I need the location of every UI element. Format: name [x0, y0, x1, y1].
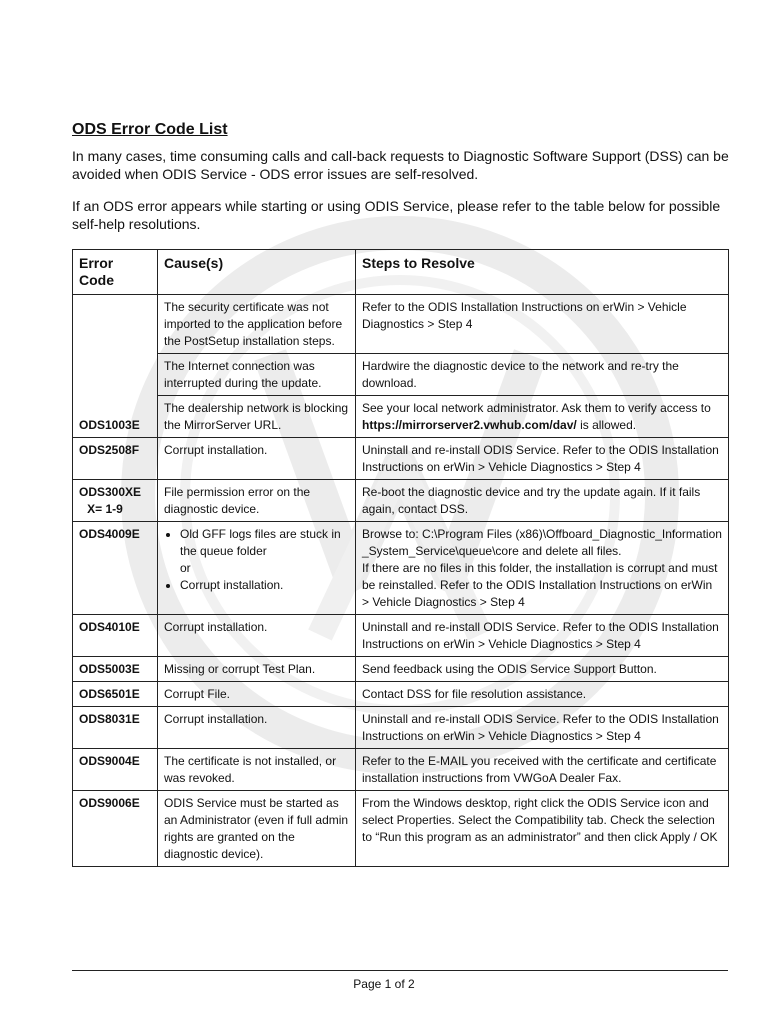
error-code-cell: ODS2508F [73, 438, 158, 480]
mirror-server-url: https://mirrorserver2.vwhub.com/dav/ [362, 418, 577, 432]
table-row [73, 295, 729, 354]
cause-cell: The security certificate was not imported to the application before the PostSetup installation steps. [158, 295, 356, 354]
error-code-range: X= 1-9 [87, 502, 123, 516]
table-row [73, 682, 729, 707]
cause-cell: Corrupt installation. [158, 438, 356, 480]
cause-cell: The Internet connection was interrupted during the update. [158, 354, 356, 396]
error-code-cell: ODS1003E [73, 295, 158, 438]
steps-cell: Uninstall and re-install ODIS Service. Refer to the ODIS Installation Instructions on erWin > Vehicle Diagnostics > Step 4 [356, 707, 729, 749]
cause-bullet: • Old GFF logs files are stuck in the queue folder [180, 526, 349, 560]
cause-cell: The certificate is not installed, or was revoked. [158, 749, 356, 791]
steps-cell: Send feedback using the ODIS Service Support Button. [356, 657, 729, 682]
error-code: ODS300XE [79, 485, 142, 499]
error-code-cell: ODS4010E [73, 615, 158, 657]
error-code-cell: ODS8031E [73, 707, 158, 749]
table-row [73, 707, 729, 749]
table-row [73, 522, 729, 615]
steps-cell [356, 522, 729, 615]
error-code-cell [73, 480, 158, 522]
error-code-cell: ODS9004E [73, 749, 158, 791]
cause-cell: The dealership network is blocking the MirrorServer URL. [158, 396, 356, 438]
table-header-row [73, 250, 729, 295]
cause-or: or [180, 561, 191, 575]
error-code-cell: ODS6501E [73, 682, 158, 707]
cause-cell: File permission error on the diagnostic device. [158, 480, 356, 522]
table-row [73, 615, 729, 657]
intro-paragraph-1: In many cases, time consuming calls and call-back requests to Diagnostic Software Support (DSS) can be avoided when ODIS Service - ODS error issues are self-resolved. [72, 148, 729, 182]
error-code-table [72, 249, 729, 867]
header-steps: Steps to Resolve [356, 250, 729, 295]
steps-cell: Refer to the E-MAIL you received with the certificate and certificate installation instructions from VWGoA Dealer Fax. [356, 749, 729, 791]
page-number: Page 1 of 2 [353, 977, 415, 991]
steps-text: Browse to: C:\Program Files (x86)\Offboard_Diagnostic_Information_System_Service\queue\core and delete all files. [362, 527, 722, 558]
error-code-cell: ODS9006E [73, 791, 158, 867]
cause-cell: ODIS Service must be started as an Administrator (even if full admin rights are granted on the diagnostic device). [158, 791, 356, 867]
cause-cell: Corrupt File. [158, 682, 356, 707]
steps-cell [356, 396, 729, 438]
header-error-code: Error Code [73, 250, 158, 295]
table-row [73, 749, 729, 791]
table-row [73, 657, 729, 682]
cause-bullet: • Corrupt installation. [180, 577, 349, 594]
error-code-cell: ODS4009E [73, 522, 158, 615]
steps-text: If there are no files in this folder, the installation is corrupt and must be reinstalled. Refer to the ODIS Installation Instructions on erWin > Vehicle Diagnostics > Step 4 [362, 561, 718, 609]
intro-paragraph-2: If an ODS error appears while starting or using ODIS Service, please refer to the table below for possible self-help resolutions. [72, 198, 721, 232]
table-row [73, 354, 729, 396]
page-title: ODS Error Code List [72, 121, 228, 138]
cause-cell: Corrupt installation. [158, 707, 356, 749]
table-row [73, 396, 729, 438]
table-row [73, 480, 729, 522]
steps-text: See your local network administrator. Ask them to verify access to [362, 401, 711, 415]
steps-cell: From the Windows desktop, right click the ODIS Service icon and select Properties. Select the Compatibility tab. Check the selection to “Run this program as an administrator” and then click Apply / OK [356, 791, 729, 867]
header-causes: Cause(s) [158, 250, 356, 295]
steps-cell: Refer to the ODIS Installation Instructions on erWin > Vehicle Diagnostics > Step 4 [356, 295, 729, 354]
table-row [73, 438, 729, 480]
cause-cell [158, 522, 356, 615]
error-code-cell: ODS5003E [73, 657, 158, 682]
cause-cell: Missing or corrupt Test Plan. [158, 657, 356, 682]
table-row [73, 791, 729, 867]
steps-cell: Uninstall and re-install ODIS Service. Refer to the ODIS Installation Instructions on erWin > Vehicle Diagnostics > Step 4 [356, 438, 729, 480]
steps-cell: Contact DSS for file resolution assistance. [356, 682, 729, 707]
footer-divider [72, 970, 728, 971]
steps-text: is allowed. [576, 418, 637, 432]
steps-cell: Uninstall and re-install ODIS Service. Refer to the ODIS Installation Instructions on erWin > Vehicle Diagnostics > Step 4 [356, 615, 729, 657]
steps-cell: Re-boot the diagnostic device and try the update again. If it fails again, contact DSS. [356, 480, 729, 522]
cause-cell: Corrupt installation. [158, 615, 356, 657]
steps-cell: Hardwire the diagnostic device to the network and re-try the download. [356, 354, 729, 396]
